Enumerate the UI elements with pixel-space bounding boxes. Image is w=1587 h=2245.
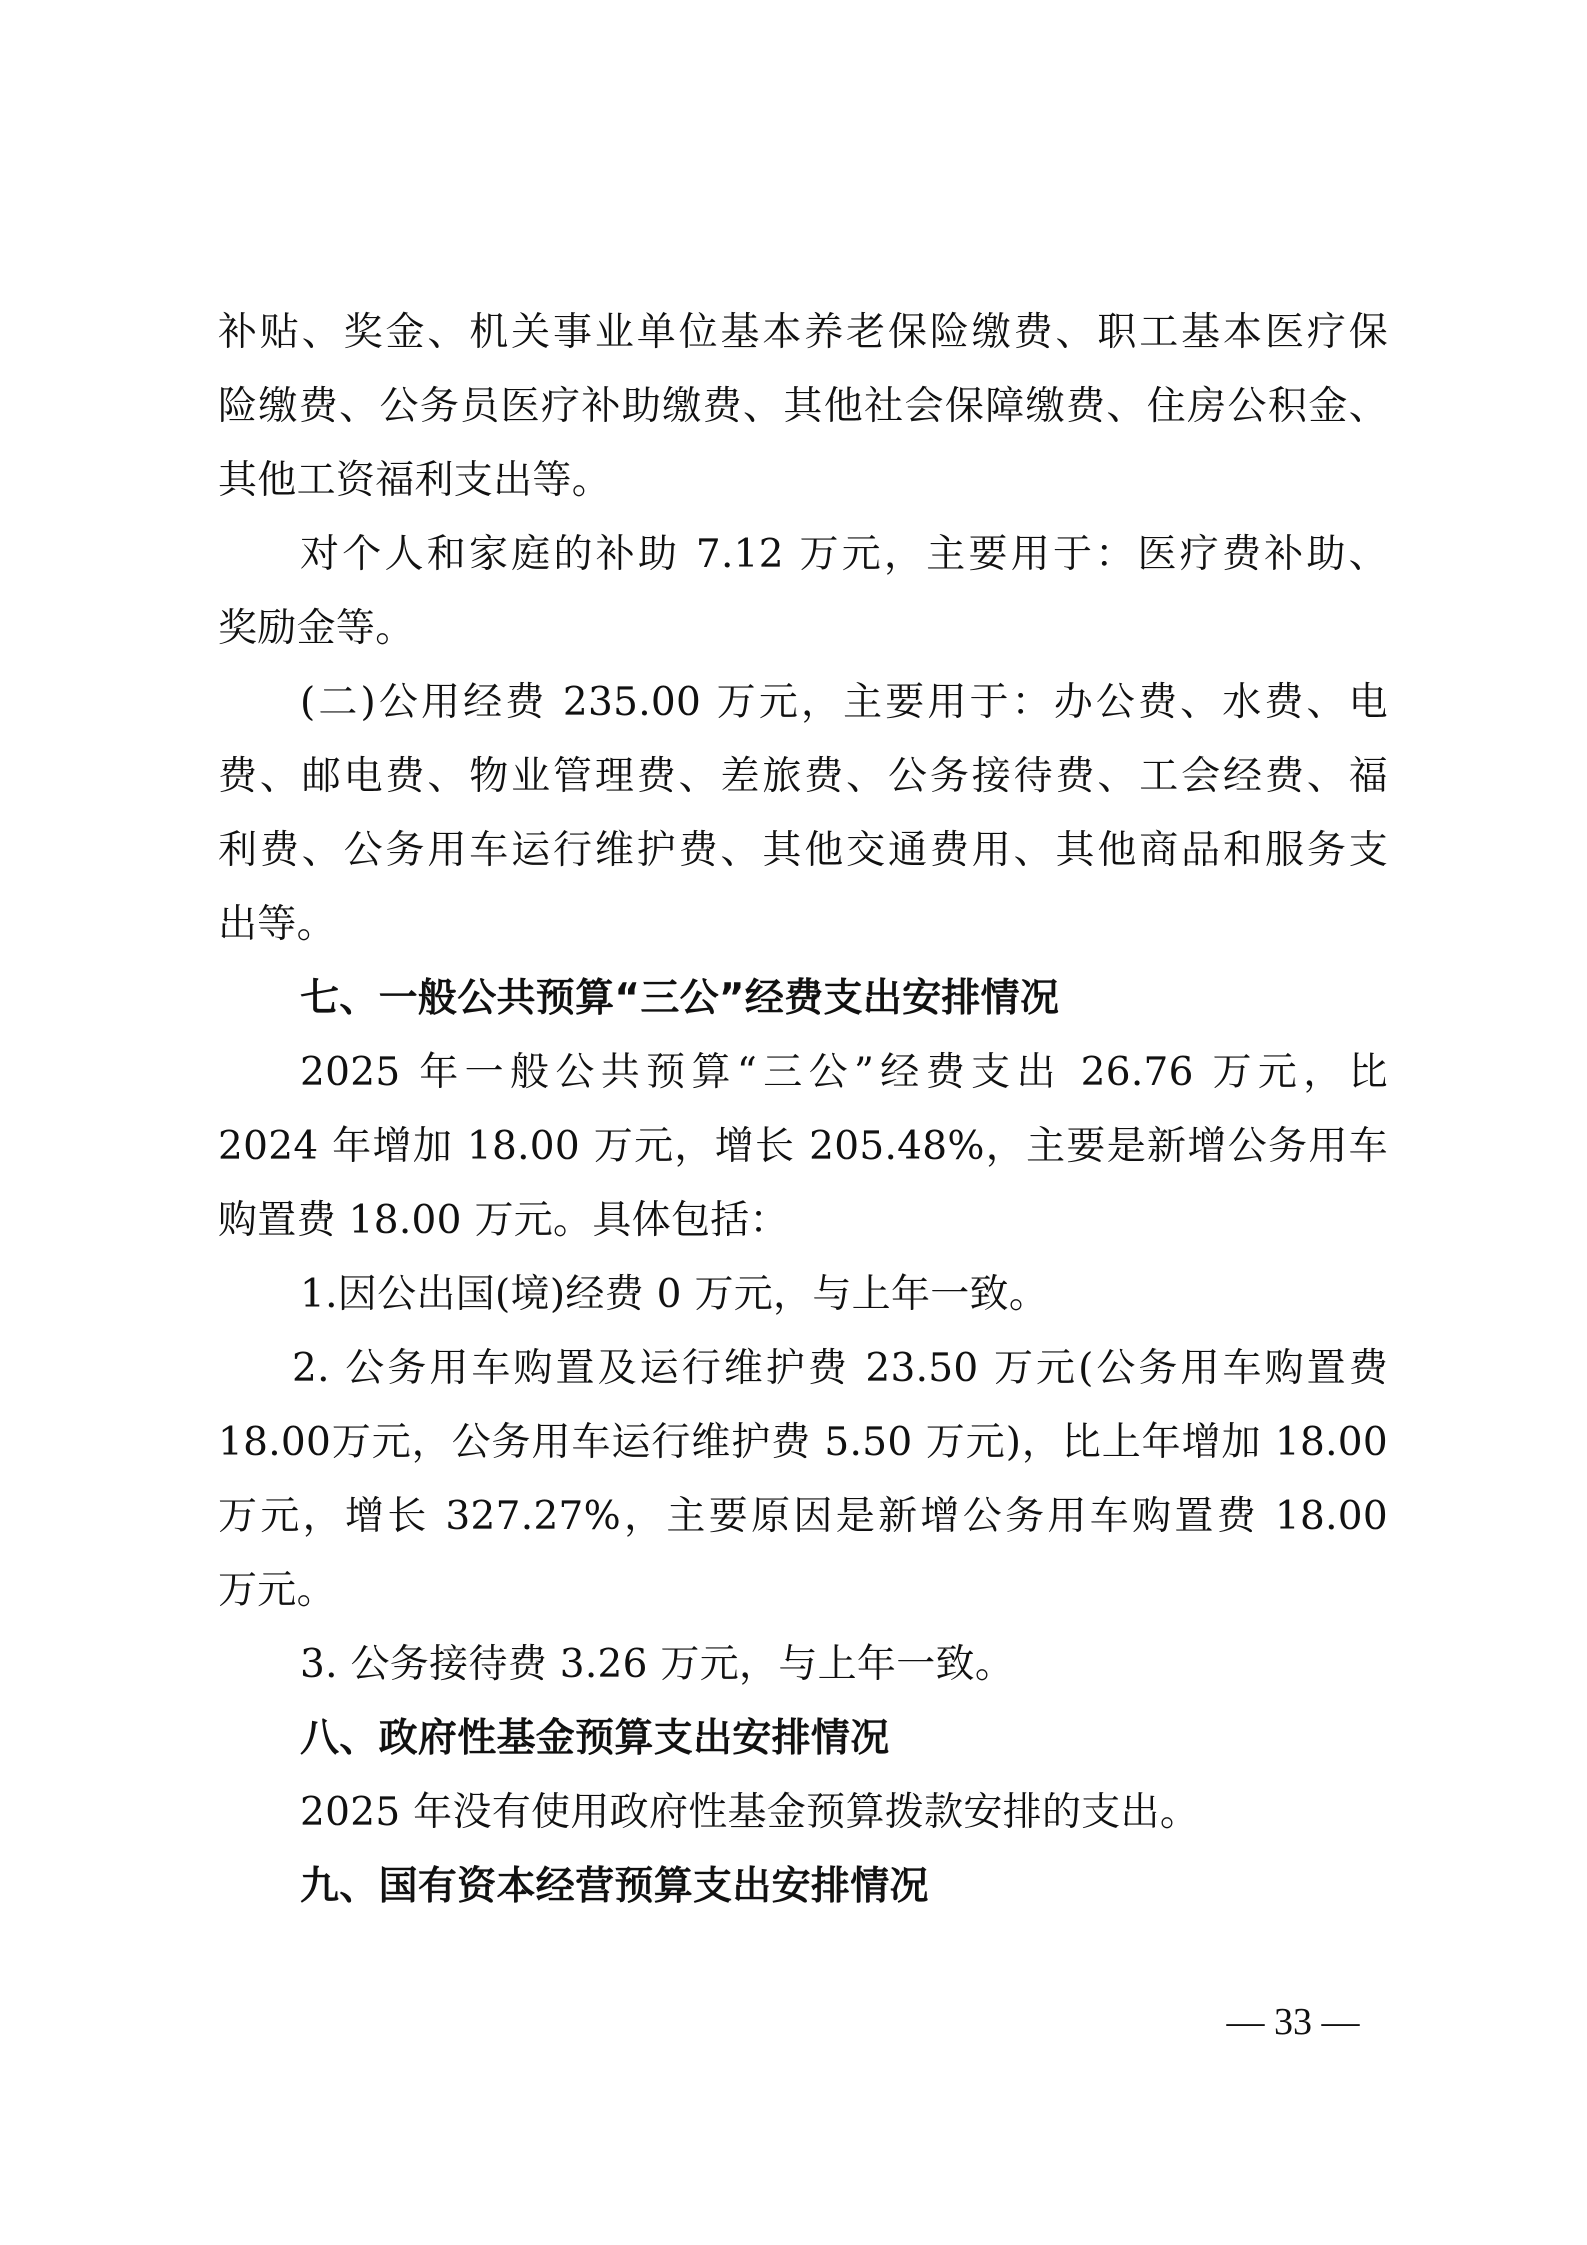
list-item-line: 2. 公务用车购置及运行维护费 23.50 万元(公务用车购置费 (292, 1346, 1388, 1391)
paragraph-line: 2025 年一般公共预算“三公”经费支出 26.76 万元，比 (300, 1050, 1388, 1095)
paragraph-line: 出等。 (218, 902, 336, 947)
section-heading-seven: 七、一般公共预算“三公”经费支出安排情况 (300, 976, 1060, 1021)
paragraph-line: 其他工资福利支出等。 (218, 458, 612, 503)
paragraph-line: 万元。 (218, 1568, 336, 1613)
section-heading-nine: 九、国有资本经营预算支出安排情况 (300, 1864, 929, 1909)
list-item-line: 1.因公出国(境)经费 0 万元，与上年一致。 (300, 1272, 1049, 1317)
paragraph-line: 费、邮电费、物业管理费、差旅费、公务接待费、工会经费、福 (218, 754, 1388, 799)
paragraph-line: 18.00万元，公务用车运行维护费 5.50 万元)，比上年增加 18.00 (218, 1420, 1388, 1465)
document-body (218, 296, 1388, 1924)
paragraph-line: 2024 年增加 18.00 万元，增长 205.48%，主要是新增公务用车 (218, 1124, 1388, 1169)
paragraph-line: 险缴费、公务员医疗补助缴费、其他社会保障缴费、住房公积金、 (218, 384, 1388, 429)
paragraph-line: 购置费 18.00 万元。具体包括： (218, 1198, 789, 1243)
section-heading-eight: 八、政府性基金预算支出安排情况 (300, 1716, 890, 1761)
page-number: — 33 — (1226, 2001, 1360, 2043)
paragraph-line: 2025 年没有使用政府性基金预算拨款安排的支出。 (300, 1790, 1200, 1835)
paragraph-line: 补贴、奖金、机关事业单位基本养老保险缴费、职工基本医疗保 (218, 310, 1388, 355)
paragraph-line: 利费、公务用车运行维护费、其他交通费用、其他商品和服务支 (218, 828, 1388, 873)
paragraph-line: 奖励金等。 (218, 606, 415, 651)
paragraph-line: (二)公用经费 235.00 万元，主要用于：办公费、水费、电 (300, 680, 1388, 725)
paragraph-line: 对个人和家庭的补助 7.12 万元，主要用于：医疗费补助、 (300, 532, 1388, 577)
list-item-line: 3. 公务接待费 3.26 万元，与上年一致。 (300, 1642, 1015, 1687)
paragraph-line: 万元，增长 327.27%，主要原因是新增公务用车购置费 18.00 (218, 1494, 1388, 1539)
